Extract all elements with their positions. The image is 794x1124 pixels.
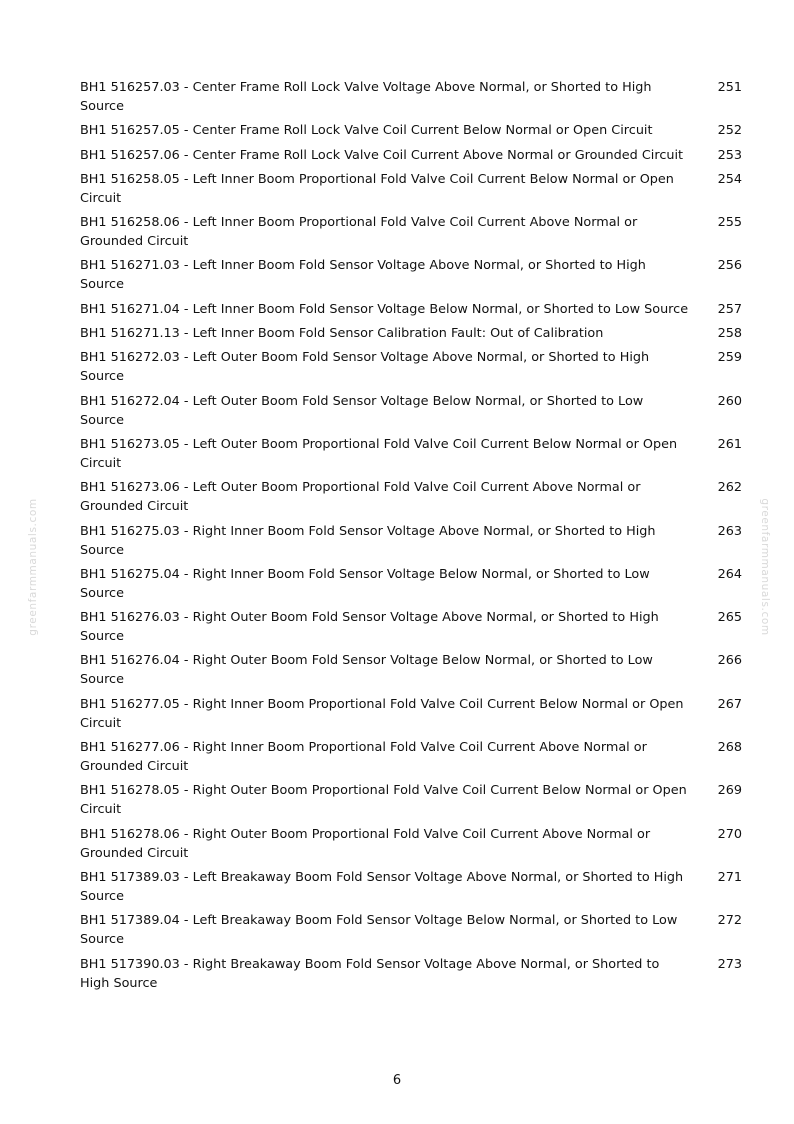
toc-entry[interactable] [80, 121, 742, 140]
toc-entry-title: BH1 516258.06 - Left Inner Boom Proportional Fold Valve Coil Current Above Normal or Grounded Circuit [80, 215, 638, 250]
toc-entry[interactable] [80, 300, 742, 319]
toc-entry[interactable] [80, 868, 742, 906]
toc-entry-title: BH1 516278.05 - Right Outer Boom Proportional Fold Valve Coil Current Below Normal or Open Circuit [80, 783, 687, 818]
toc-entry-page: 272 [717, 913, 742, 929]
toc-entry-title: BH1 516258.05 - Left Inner Boom Proportional Fold Valve Coil Current Below Normal or Open Circuit [80, 171, 674, 206]
toc-entry[interactable] [80, 738, 742, 776]
toc-entry-page: 257 [717, 301, 742, 317]
watermark-left: greenfarmmanuals.com [27, 498, 39, 636]
toc-entry-title: BH1 516273.06 - Left Outer Boom Proportional Fold Valve Coil Current Above Normal or Grounded Circuit [80, 480, 641, 515]
toc-entry-page: 254 [717, 171, 742, 187]
toc-entry-page: 268 [717, 740, 742, 756]
toc-entry-title: BH1 516271.04 - Left Inner Boom Fold Sensor Voltage Below Normal, or Shorted to Low Source [80, 301, 689, 317]
toc-entry-title: BH1 516276.04 - Right Outer Boom Fold Sensor Voltage Below Normal, or Shorted to Low Source [80, 653, 653, 688]
toc-entry-title: BH1 516257.03 - Center Frame Roll Lock Valve Voltage Above Normal, or Shorted to High Source [80, 80, 652, 114]
toc-entry-title: BH1 516257.05 - Center Frame Roll Lock Valve Coil Current Below Normal or Open Circuit [80, 123, 653, 139]
toc-entry-page: 252 [717, 123, 742, 139]
toc-entry-title: BH1 516271.13 - Left Inner Boom Fold Sensor Calibration Fault: Out of Calibration [80, 326, 604, 342]
toc-entry-title: BH1 516272.04 - Left Outer Boom Fold Sensor Voltage Below Normal, or Shorted to Low Source [80, 393, 644, 428]
toc-entry-title: BH1 516275.04 - Right Inner Boom Fold Sensor Voltage Below Normal, or Shorted to Low Source [80, 566, 650, 601]
toc-entry[interactable] [80, 825, 742, 863]
toc-entry-page: 264 [717, 566, 742, 582]
toc-entry-title: BH1 517389.04 - Left Breakaway Boom Fold Sensor Voltage Below Normal, or Shorted to Low Source [80, 913, 678, 948]
toc-entry[interactable] [80, 324, 742, 343]
toc-entry[interactable] [80, 608, 742, 646]
toc-entry-page: 273 [717, 956, 742, 972]
toc-entry[interactable] [80, 911, 742, 949]
toc-entry-page: 270 [717, 826, 742, 842]
toc-entry-page: 263 [717, 523, 742, 539]
toc-entry[interactable] [80, 695, 742, 733]
toc-entry-page: 251 [717, 80, 742, 95]
toc-entry-page: 261 [717, 436, 742, 452]
toc-entry[interactable] [80, 348, 742, 386]
toc-entry-title: BH1 516278.06 - Right Outer Boom Proportional Fold Valve Coil Current Above Normal or Grounded Circuit [80, 826, 651, 861]
table-of-contents [80, 78, 742, 998]
toc-entry-page: 256 [717, 258, 742, 274]
toc-entry[interactable] [80, 146, 742, 165]
toc-entry[interactable] [80, 955, 742, 993]
toc-entry-title: BH1 517389.03 - Left Breakaway Boom Fold Sensor Voltage Above Normal, or Shorted to High Source [80, 869, 684, 904]
toc-entry[interactable] [80, 651, 742, 689]
toc-entry-page: 267 [717, 696, 742, 712]
toc-entry-title: BH1 516277.06 - Right Inner Boom Proportional Fold Valve Coil Current Above Normal or Grounded Circuit [80, 740, 647, 775]
page-number: 6 [392, 1073, 402, 1088]
toc-entry[interactable] [80, 435, 742, 473]
toc-entry[interactable] [80, 170, 742, 208]
watermark-right: greenfarmmanuals.com [759, 498, 771, 636]
toc-entry[interactable] [80, 522, 742, 560]
toc-entry[interactable] [80, 565, 742, 603]
toc-entry-page: 262 [717, 480, 742, 496]
toc-entry[interactable] [80, 78, 742, 116]
toc-entry-page: 258 [717, 326, 742, 342]
toc-entry-title: BH1 516277.05 - Right Inner Boom Proportional Fold Valve Coil Current Below Normal or Open Circuit [80, 696, 684, 731]
toc-entry-title: BH1 516257.06 - Center Frame Roll Lock Valve Coil Current Above Normal or Grounded Circuit [80, 147, 684, 163]
toc-entry-title: BH1 516275.03 - Right Inner Boom Fold Sensor Voltage Above Normal, or Shorted to High Source [80, 523, 656, 558]
toc-entry-page: 265 [717, 610, 742, 626]
toc-entry[interactable] [80, 213, 742, 251]
toc-entry-title: BH1 516273.05 - Left Outer Boom Proportional Fold Valve Coil Current Below Normal or Open Circuit [80, 436, 678, 471]
toc-entry[interactable] [80, 256, 742, 294]
toc-entry-page: 269 [717, 783, 742, 799]
toc-entry-title: BH1 517390.03 - Right Breakaway Boom Fold Sensor Voltage Above Normal, or Shorted to High Source [80, 956, 660, 991]
toc-entry-page: 260 [717, 393, 742, 409]
toc-entry-page: 255 [717, 215, 742, 231]
toc-entry[interactable] [80, 392, 742, 430]
toc-entry-page: 271 [717, 869, 742, 885]
toc-entry-title: BH1 516272.03 - Left Outer Boom Fold Sensor Voltage Above Normal, or Shorted to High Source [80, 350, 650, 385]
toc-entry-title: BH1 516271.03 - Left Inner Boom Fold Sensor Voltage Above Normal, or Shorted to High Source [80, 258, 646, 293]
toc-entry-title: BH1 516276.03 - Right Outer Boom Fold Sensor Voltage Above Normal, or Shorted to High Source [80, 610, 659, 645]
toc-entry-page: 259 [717, 350, 742, 366]
toc-entry[interactable] [80, 478, 742, 516]
toc-entry[interactable] [80, 781, 742, 819]
toc-entry-page: 253 [717, 147, 742, 163]
toc-entry-page: 266 [717, 653, 742, 669]
